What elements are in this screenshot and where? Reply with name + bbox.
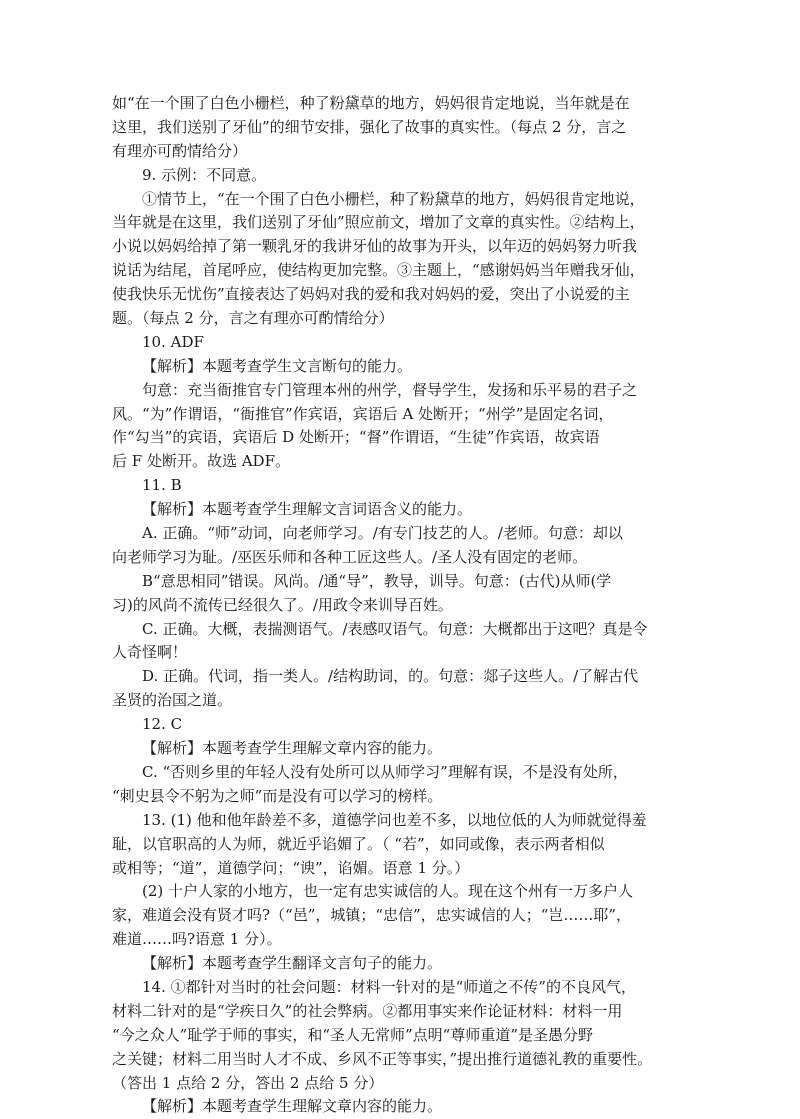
text-line: 家，难道会没有贤才吗?（“邑”，城镇；“忠信”，忠实诚信的人；“岂……耶”， bbox=[112, 906, 632, 925]
text-line: C. “否则乡里的年轻人没有处所可以从师学习”理解有误，不是没有处所， bbox=[142, 762, 628, 781]
text-line: 【解析】本题考查学生理解文言词语含义的能力。 bbox=[142, 500, 473, 519]
text-line: 13. (1) 他和他年龄差不多，道德学问也差不多，以地位低的人为师就觉得羞 bbox=[142, 810, 647, 829]
text-line: 圣贤的治国之道。 bbox=[112, 691, 233, 710]
text-line: 材料二针对的是“学疾日久”的社会弊病。②都用事实来作论证材料：材料一用 bbox=[112, 1001, 623, 1020]
text-line: 题。（每点 2 分，言之有理亦可酌情给分） bbox=[112, 309, 394, 328]
text-line: 这里，我们送别了牙仙”的细节安排，强化了故事的真实性。（每点 2 分，言之 bbox=[112, 117, 627, 136]
text-line: 【解析】本题考查学生翻译文言句子的能力。 bbox=[142, 954, 443, 973]
text-line: 作“勾当”的宾语，宾语后 D 处断开；“督”作谓语，“生徒”作宾语，故宾语 bbox=[112, 428, 600, 447]
text-line: “刺史县令不躬为之师”而是没有可以学习的榜样。 bbox=[112, 786, 443, 805]
text-line: 12. C bbox=[142, 715, 183, 734]
text-line: 人奇怪啊！ bbox=[112, 643, 188, 662]
text-line: 当年就是在这里，我们送别了牙仙”照应前文，增加了文章的真实性。②结构上， bbox=[112, 213, 645, 232]
text-line: 有理亦可酌情给分） bbox=[112, 141, 248, 160]
text-line: B“意思相同”错误。风尚。/通“导”，教导，训导。句意：(古代)从师(学 bbox=[142, 571, 612, 590]
document-page bbox=[112, 92, 692, 1119]
text-line: 使我快乐无忧伤”直接表达了妈妈对我的爱和我对妈妈的爱，突出了小说爱的主 bbox=[112, 285, 630, 304]
text-line: 之关键；材料二用当时人才不成、乡风不正等事实，”提出推行道德礼教的重要性。 bbox=[112, 1049, 653, 1068]
text-line: 或相等；“道”，道德学问；“谀”，谄媚。语意 1 分。） bbox=[112, 858, 470, 877]
text-line: 9. 示例：不同意。 bbox=[142, 165, 267, 184]
text-line: “今之众人”耻学于师的事实，和“圣人无常师”点明“尊师重道”是圣愚分野 bbox=[112, 1025, 594, 1044]
text-line: 耻，以官职高的人为师，就近乎谄媚了。（ “若”，如同或像，表示两者相似 bbox=[112, 834, 605, 853]
text-line: 【解析】本题考查学生文言断句的能力。 bbox=[142, 356, 413, 375]
text-line: 难道……吗?语意 1 分）。 bbox=[112, 930, 282, 949]
text-line: ①情节上，“在一个围了白色小栅栏，种了粉黛草的地方，妈妈很肯定地说， bbox=[142, 189, 645, 208]
text-line: A. 正确。“师”动词，向老师学习。/有专门技艺的人。/老师。句意：却以 bbox=[142, 524, 623, 543]
text-line: 【解析】本题考查学生理解文章内容的能力。 bbox=[142, 1097, 443, 1116]
text-line: 如“在一个围了白色小栅栏，种了粉黛草的地方，妈妈很肯定地说，当年就是在 bbox=[112, 94, 630, 112]
text-line: (2) 十户人家的小地方，也一定有忠实诚信的人。现在这个州有一万多户人 bbox=[142, 882, 634, 901]
text-line: 11. B bbox=[142, 476, 182, 495]
text-line: 后 F 处断开。故选 ADF。 bbox=[112, 452, 290, 471]
text-line: C. 正确。大概，表揣测语气。/表感叹语气。句意：大概都出于这吧？真是令 bbox=[142, 619, 648, 638]
text-line: 句意：充当衙推官专门管理本州的州学，督导学生，发扬和乐平易的君子之 bbox=[142, 380, 638, 399]
text-line: （答出 1 点给 2 分，答出 2 点给 5 分） bbox=[112, 1073, 384, 1092]
text-line: 【解析】本题考查学生理解文章内容的能力。 bbox=[142, 739, 443, 758]
text-line: D. 正确。代词，指一类人。/结构助词，的。句意：郯子这些人。/了解古代 bbox=[142, 667, 639, 686]
text-line: 习)的风尚不流传已经很久了。/用政令来训导百姓。 bbox=[112, 595, 453, 614]
text-line: 小说以妈妈给掉了第一颗乳牙的我讲牙仙的故事为开头，以年迈的妈妈努力听我 bbox=[112, 237, 638, 256]
text-line: 向老师学习为耻。/巫医乐师和各种工匠这些人。/圣人没有固定的老师。 bbox=[112, 547, 588, 566]
text-line: 风。“为”作谓语，“衙推官”作宾语，宾语后 A 处断开；“州学”是固定名词， bbox=[112, 404, 614, 423]
text-line: 说话为结尾，首尾呼应，使结构更加完整。③主题上，“感谢妈妈当年赠我牙仙， bbox=[112, 261, 645, 280]
text-line: 10. ADF bbox=[142, 332, 204, 351]
text-line: 14. ①都针对当时的社会问题：材料一针对的是“师道之不传”的不良风气， bbox=[142, 977, 636, 996]
